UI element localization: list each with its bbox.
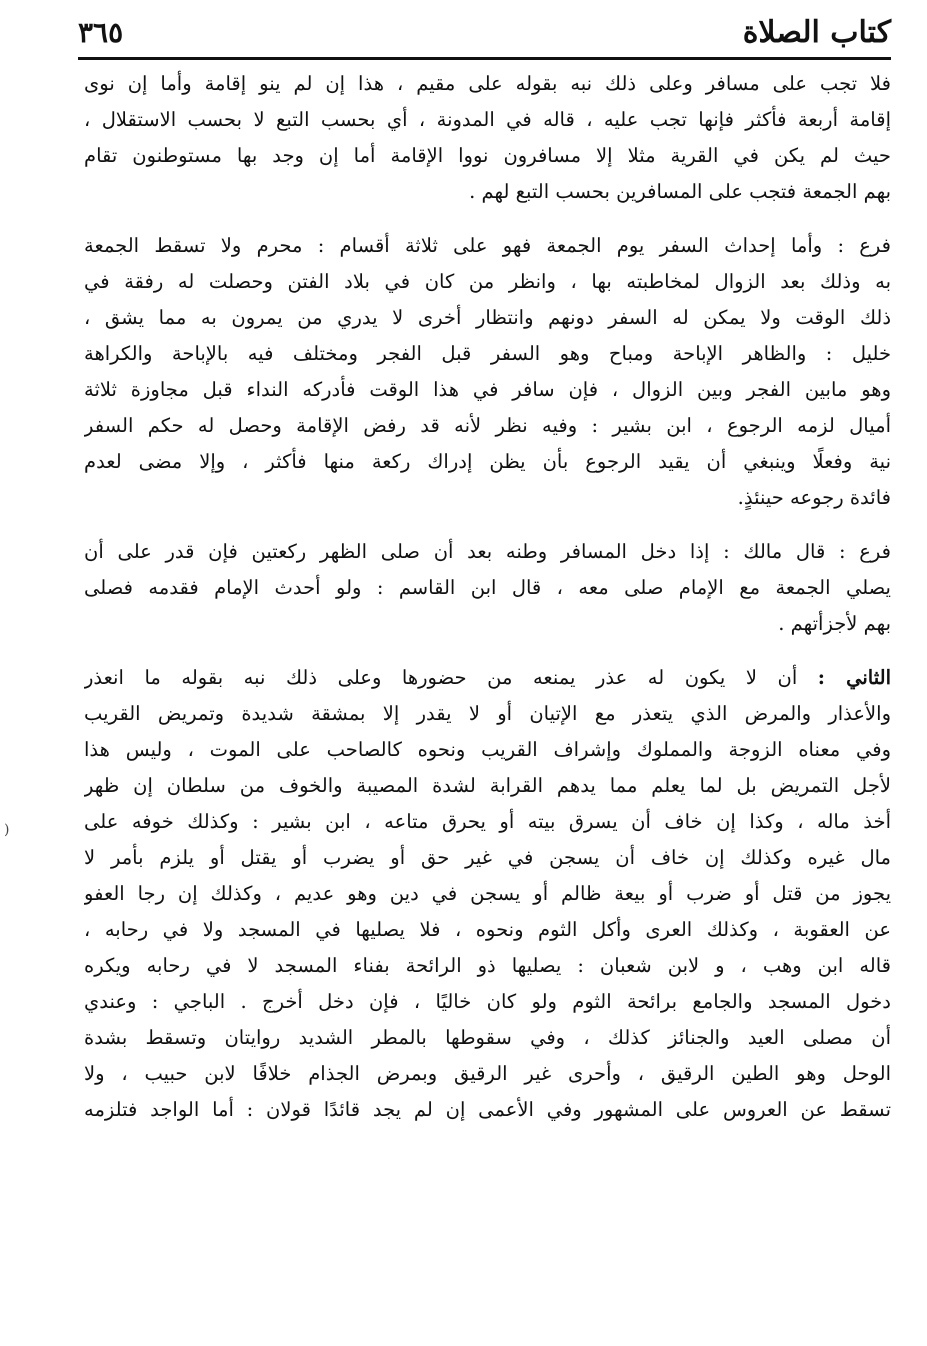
margin-mark: ) xyxy=(4,822,10,838)
text-line: حيث لم يكن في القرية مثلا إلا مسافرون نووا الإقامة أما إن وجد بها مستوطنون تقام xyxy=(84,144,891,167)
text-line: دخول المسجد والجامع برائحة الثوم ولو كان خاليًا ، فإن دخل أخرج . الباجي : وعندي xyxy=(84,990,891,1013)
paragraph-2 xyxy=(84,228,891,516)
text-line: نية وفعلًا وينبغي أن يقيد الرجوع بأن يظن إدراك ركعة منها فأكثر ، وإلا مضى لعدم xyxy=(84,450,891,473)
text-line: بهم لأجزأتهم . xyxy=(778,612,891,635)
text-line: فائدة رجوعه حينئذٍ. xyxy=(737,486,891,509)
text-line: فرع : وأما إحداث السفر يوم الجمعة فهو على ثلاثة أقسام : محرم ولا تسقط الجمعة xyxy=(84,234,891,257)
section-lead: الثاني : xyxy=(817,666,891,689)
text-line: يصلي الجمعة مع الإمام صلى معه ، قال ابن القاسم : ولو أحدث الإمام فقدمه فصلى xyxy=(84,576,891,599)
text-line-rest: أن لا يكون له عذر يمنعه من حضورها وعلى ذلك نبه بقوله ما انعذر xyxy=(84,666,818,689)
text-line: بهم الجمعة فتجب على المسافرين بحسب التبع لهم . xyxy=(469,180,891,203)
header-rule xyxy=(78,57,891,60)
text-line: ذلك الوقت ولا يمكن له السفر دونهم وانتظار أخرى لا يدري من يمرون به مما يشق ، xyxy=(84,306,891,329)
text-line: أن مصلى العيد والجنائز كذلك ، وفي سقوطها بالمطر الشديد روايتان وتسقط بشدة xyxy=(84,1026,891,1049)
page-header xyxy=(78,10,891,56)
text-line: لأجل التمريض بل لما يعلم مما يدهم القرابة لشدة المصيبة والخوف من سلطان إن ظهر xyxy=(84,774,891,797)
text-line: وفي معناه الزوجة والمملوك وإشراف القريب ونحوه كالصاحب على الموت ، وليس هذا xyxy=(84,738,891,761)
text-line: عن العقوبة ، وكذلك العرى وأكل الثوم ونحوه ، فلا يصليها في المسجد ولا في رحابه ، xyxy=(84,918,891,941)
text-line: قاله ابن وهب ، و لابن شعبان : يصليها ذو الرائحة بفناء المسجد لا في رحابه ويكره xyxy=(84,954,891,977)
text-line: يجوز من قتل أو ضرب أو بيعة ظالم أو يسجن في دين وهو عديم ، وكذلك إن رجا العفو xyxy=(84,882,891,905)
text-line: والأعذار والمرض الذي يتعذر مع الإتيان أو لا يقدر إلا بمشقة شديدة وتمريض القريب xyxy=(84,702,891,725)
text-line: تسقط عن العروس على المشهور وفي الأعمى إن لم يجد قائدًا قولان : أما الواجد فتلزمه xyxy=(84,1098,891,1121)
running-title: كتاب الصلاة xyxy=(742,15,891,50)
text-line: إقامة أربعة فأكثر فإنها تجب عليه ، قاله في المدونة ، أي بحسب التبع لا بحسب الاستقلال ، xyxy=(84,108,891,131)
text-line: خليل : والظاهر الإباحة ومباح وهو السفر قبل الفجر ومختلف فيه بالإباحة والكراهة xyxy=(84,342,891,365)
text-line: فرع : قال مالك : إذا دخل المسافر وطنه بعد أن صلى الظهر ركعتين فإن قدر على أن xyxy=(84,540,891,563)
text-line: أخذ ماله ، وكذا إن خاف أن يسرق بيته أو يحرق متاعه ، ابن بشير : وكذلك خوفه على xyxy=(84,810,891,833)
text-line: وهو مابين الفجر وبين الزوال ، فإن سافر في هذا الوقت فأدركه النداء قبل مجاوزة ثلاثة xyxy=(84,378,891,401)
text-line: فلا تجب على مسافر وعلى ذلك نبه بقوله على مقيم ، هذا إن لم ينو إقامة وأما إن نوى xyxy=(84,72,891,95)
page-number: ٣٦٥ xyxy=(78,16,124,49)
text-line: مال غيره وكذلك إن خاف أن يسجن في غير حق أو يضرب أو يقتل أو يلزم بأمر لا xyxy=(84,846,891,869)
paragraph-1 xyxy=(84,66,891,210)
paragraph-4 xyxy=(84,660,891,1128)
paragraph-3 xyxy=(84,534,891,642)
text-line: به وذلك بعد الزوال لمخاطبته بها ، وانظر من كان في بلاد الفتن وحصلت له رفقة في xyxy=(84,270,891,293)
body-text xyxy=(84,66,891,1128)
text-line: أميال لزمه الرجوع ، ابن بشير : وفيه نظر لأنه قد رفض الإقامة وحصل له حكم السفر xyxy=(84,414,891,437)
text-line: الوحل وهو الطين الرقيق ، وأحرى غير الرقيق وبمرض الجذام خلافًا لابن حبيب ، ولا xyxy=(84,1062,891,1085)
text-line xyxy=(84,660,891,696)
